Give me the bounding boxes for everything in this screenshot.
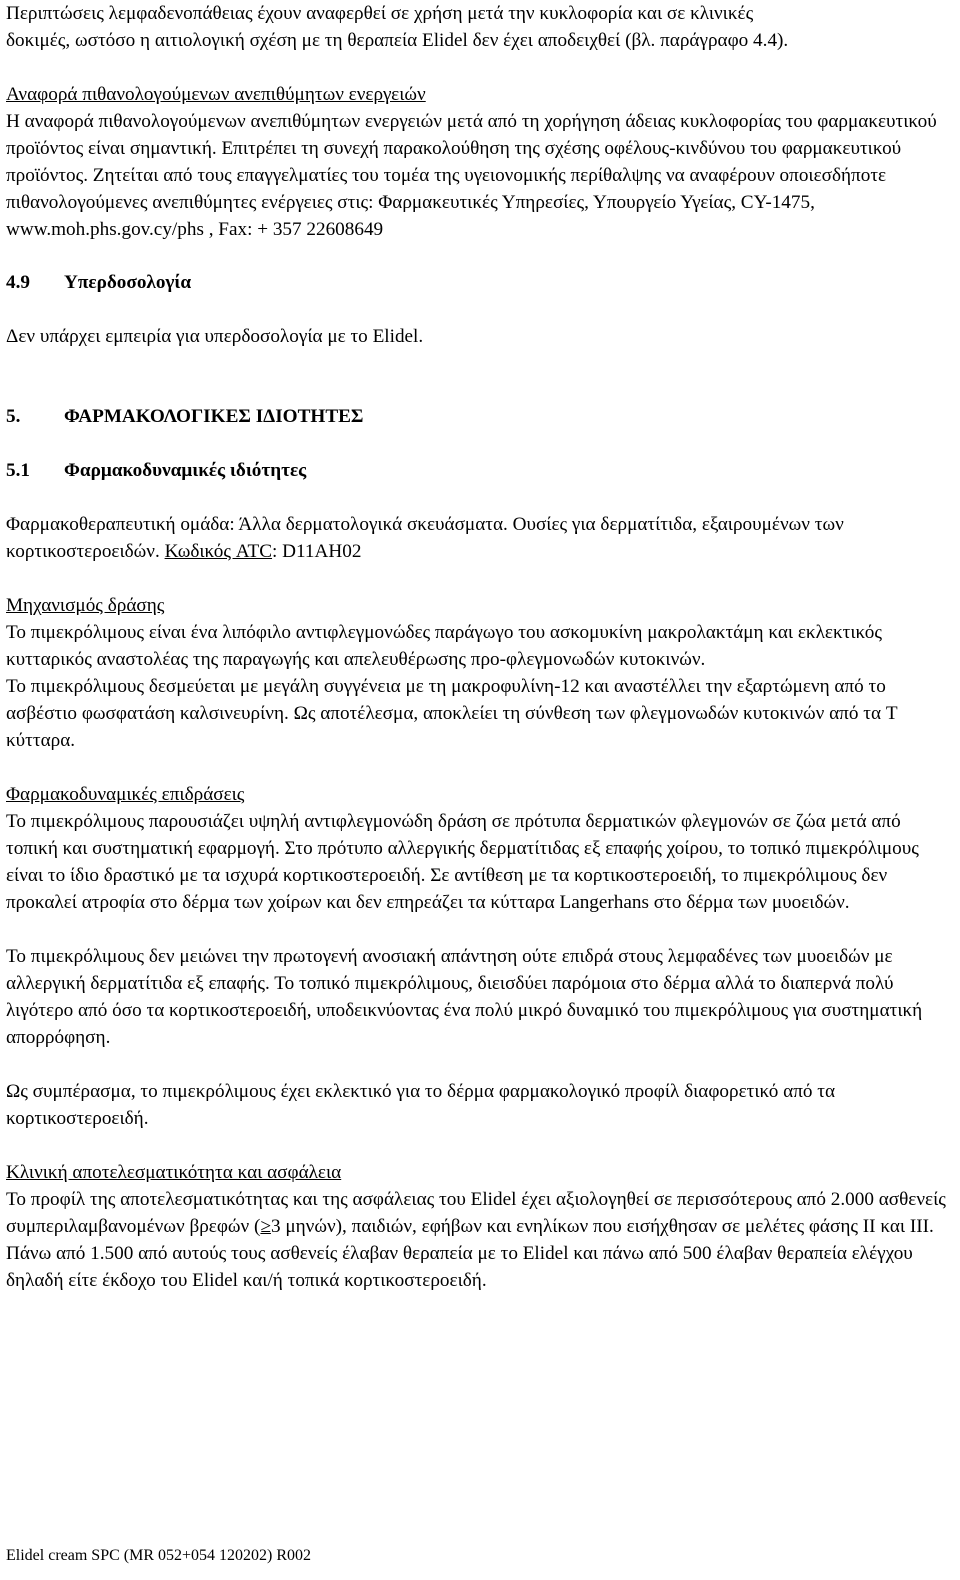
ge-symbol: ≥ [260, 1216, 271, 1237]
spacer [6, 754, 954, 781]
clinical-body [6, 1186, 954, 1294]
mechanism-title: Μηχανισμός δράσης [6, 595, 165, 616]
section-5-heading [6, 403, 954, 430]
atc-value: : D11AH02 [272, 541, 362, 562]
section-number: 5.1 [6, 460, 30, 481]
section-number: 5. [6, 406, 21, 427]
pd-effects-para-1: Το πιμεκρόλιμους παρουσιάζει υψηλή αντιφλεγμονώδη δράση σε πρότυπα δερματικών φλεγμονών σε ζώα μετά από τοπική και συστηματική εφαρμογή. Στο πρότυπο αλλεργικής δερματίτιδας εξ επαφής χοίρου, το τοπικό πιμεκρόλιμους είναι το ίδιο δραστικό με τα ισχυρά κορτικοστεροειδή. Σε αντίθεση με τα κορτικοστεροειδή, το πιμεκρόλιμους δεν προκαλεί ατροφία στο δέρμα των χοίρων και δεν επηρεάζει τα κύτταρα Langerhans στο δέρμα των μυοειδών. [6, 811, 919, 913]
intro-line-1: Περιπτώσεις λεμφαδενοπάθειας έχουν αναφερθεί σε χρήση μετά την κυκλοφορία και σε κλινικές [6, 3, 754, 24]
spacer [6, 430, 954, 457]
pd-effects-para-2: Το πιμεκρόλιμους δεν μειώνει την πρωτογενή ανοσιακή απάντηση ούτε επιδρά στους λεμφαδένες των μυοειδών με αλλεργική δερματίτιδα εξ επαφής. Το τοπικό πιμεκρόλιμους, διεισδύει παρόμοια στο δέρμα αλλά το διαπερνά πολύ λιγότερο από όσο τα κορτικοστεροειδή, υποδεικνύοντας ένα πολύ μικρό δυναμικό του πιμεκρόλιμους για συστηματική απορρόφηση. [6, 946, 923, 1048]
section-title: ΦΑΡΜΑΚΟΛΟΓΙΚΕΣ ΙΔΙΟΤΗΤΕΣ [64, 406, 364, 427]
mechanism-para-1: Το πιμεκρόλιμους είναι ένα λιπόφιλο αντιφλεγμονώδες παράγωγο του ασκομυκίνη μακρολακτάμη και εκλεκτικός κυτταρικός αναστολέας της παραγωγής και απελευθέρωσης προ-φλεγμονωδών κυτοκινών. [6, 622, 882, 670]
therapeutic-group-text: Φαρμακοθεραπευτική ομάδα: Άλλα δερματολογικά σκευάσματα. Ουσίες για δερματίτιδα, εξαιρουμένων των κορτικοστεροειδών. [6, 514, 844, 562]
clinical-title: Κλινική αποτελεσματικότητα και ασφάλεια [6, 1162, 342, 1183]
document-page [6, 0, 954, 1294]
section-4-9-heading [6, 269, 954, 296]
spacer [6, 296, 954, 323]
adverse-reporting-title: Αναφορά πιθανολογούμενων ανεπιθύμητων ενεργειών [6, 84, 426, 105]
adverse-reporting-body: Η αναφορά πιθανολογούμενων ανεπιθύμητων ενεργειών μετά από τη χορήγηση άδειας κυκλοφορίας του φαρμακευτικού προϊόντος είναι σημαντική. Επιτρέπει τη συνεχή παρακολούθηση της σχέσης οφέλους-κινδύνου του φαρμακευτικού προϊόντος. Ζητείται από τους επαγγελματίες του τομέα της υγειονομικής περίθαλψης να αναφέρουν οποιεσδήποτε πιθανολογούμενες ανεπιθύμητες ενέργειες στις: Φαρμακευτικές Υπηρεσίες, Υπουργείο Υγείας, CY-1475, www.moh.phs.gov.cy/phs , Fax: + 357 22608649 [6, 111, 937, 240]
section-5-1-heading [6, 457, 954, 484]
spacer [6, 1132, 954, 1159]
pd-effects-para-3: Ως συμπέρασμα, το πιμεκρόλιμους έχει εκλεκτικό για το δέρμα φαρμακολογικό προφίλ διαφορετικό από τα κορτικοστεροειδή. [6, 1081, 836, 1129]
section-title: Υπερδοσολογία [64, 272, 192, 293]
overdose-text: Δεν υπάρχει εμπειρία για υπερδοσολογία με το Elidel. [6, 326, 424, 347]
spacer [6, 54, 954, 81]
spacer [6, 484, 954, 511]
atc-label: Κωδικός ATC [164, 541, 273, 562]
pd-effects-title: Φαρμακοδυναμικές επιδράσεις [6, 784, 245, 805]
spacer [6, 565, 954, 592]
page-footer: Elidel cream SPC (MR 052+054 120202) R002 [6, 1547, 312, 1564]
spacer [6, 350, 954, 403]
spacer [6, 243, 954, 269]
section-title: Φαρμακοδυναμικές ιδιότητες [64, 460, 307, 481]
clinical-body-end: 3 μηνών), παιδιών, εφήβων και ενηλίκων που εισήχθησαν σε μελέτες φάσης II και III. Πάνω από 1.500 από αυτούς τους ασθενείς έλαβαν θεραπεία με το Elidel και πάνω από 500 έλαβαν θεραπεία ελέγχου δηλαδή είτε έκδοχο του Elidel και/ή τοπικά κορτικοστεροειδή. [6, 1216, 934, 1291]
section-number: 4.9 [6, 272, 30, 293]
clinical-body-start: Το προφίλ της αποτελεσματικότητας και της ασφάλειας του Elidel έχει αξιολογηθεί σε περισσότερους από 2.000 ασθενείς συμπεριλαμβανομένων βρεφών ( [6, 1189, 946, 1237]
spacer [6, 916, 954, 943]
mechanism-para-2: Το πιμεκρόλιμους δεσμεύεται με μεγάλη συγγένεια με τη μακροφυλίνη-12 και αναστέλλει την εξαρτώμενη από το ασβέστιο φωσφατάση καλσινευρίνη. Ως αποτέλεσμα, αποκλείει τη σύνθεση των φλεγμονωδών κυτοκινών από τα T κύτταρα. [6, 676, 898, 751]
spacer [6, 1051, 954, 1078]
intro-line-2: δοκιμές, ωστόσο η αιτιολογική σχέση με τη θεραπεία Elidel δεν έχει αποδειχθεί (βλ. παράγραφο 4.4). [6, 30, 789, 51]
therapeutic-group [6, 511, 954, 565]
